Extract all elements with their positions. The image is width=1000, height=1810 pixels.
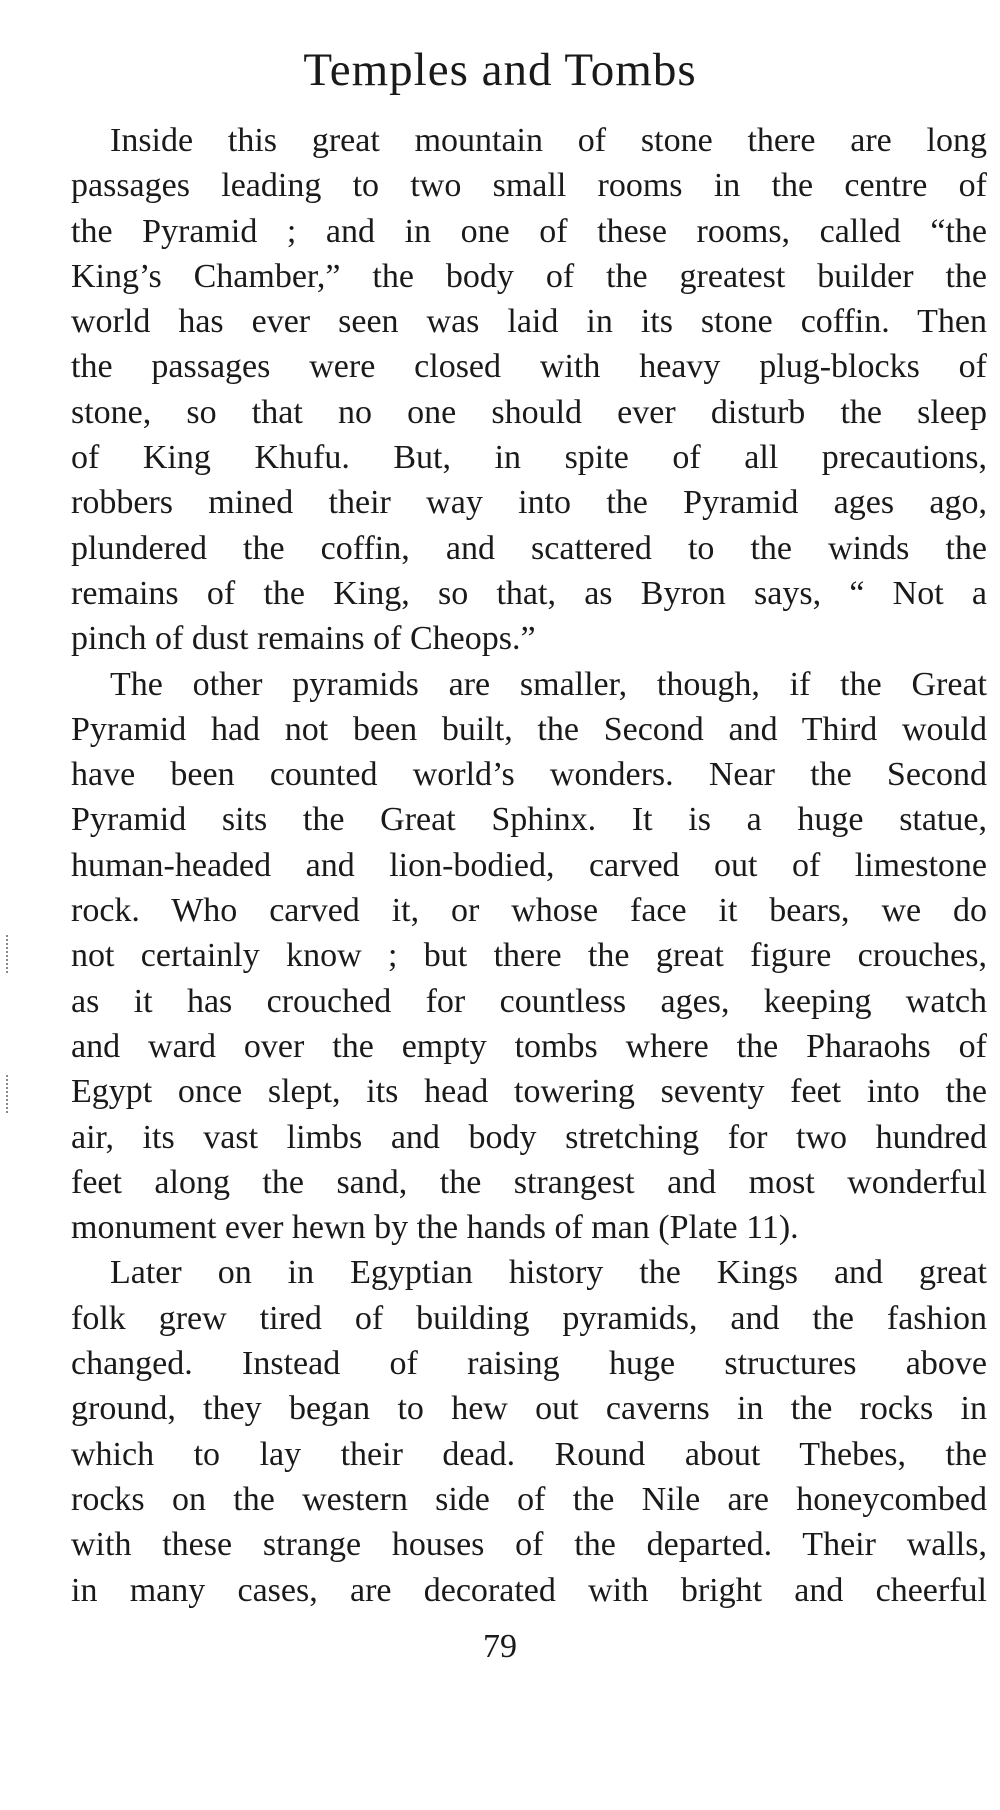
text-line: remains of the King, so that, as Byron says, “ Not a <box>71 574 987 612</box>
text-line: pinch of dust remains of Cheops.” <box>71 620 536 658</box>
text-line: changed. Instead of raising huge structures above <box>71 1345 987 1383</box>
text-line: Pyramid sits the Great Sphinx. It is a huge statue, <box>71 801 987 839</box>
text-line: Later on in Egyptian history the Kings and great <box>110 1254 987 1292</box>
text-line: ground, they began to hew out caverns in the rocks in <box>71 1390 987 1428</box>
text-line: King’s Chamber,” the body of the greatest builder the <box>71 257 987 295</box>
text-line: of King Khufu. But, in spite of all precautions, <box>71 439 987 477</box>
text-line: world has ever seen was laid in its stone coffin. Then <box>71 303 987 341</box>
text-line: monument ever hewn by the hands of man (Plate 11). <box>71 1209 799 1247</box>
text-line: robbers mined their way into the Pyramid ages ago, <box>71 484 987 522</box>
text-line: Egypt once slept, its head towering seventy feet into the <box>71 1073 987 1111</box>
text-line: folk grew tired of building pyramids, and the fashion <box>71 1299 987 1337</box>
text-line: in many cases, are decorated with bright and cheerful <box>71 1571 987 1609</box>
text-line: and ward over the empty tombs where the Pharaohs of <box>71 1027 987 1065</box>
text-line: plundered the coffin, and scattered to the winds the <box>71 529 987 567</box>
text-line: rocks on the western side of the Nile are honeycombed <box>71 1480 987 1518</box>
margin-mark <box>6 1075 12 1113</box>
text-line: Inside this great mountain of stone there are long <box>110 122 987 159</box>
text-line: stone, so that no one should ever disturb the sleep <box>71 393 987 431</box>
text-line: as it has crouched for countless ages, keeping watch <box>71 982 987 1020</box>
text-line: which to lay their dead. Round about Thebes, the <box>71 1435 987 1473</box>
text-line: feet along the sand, the strangest and most wonderful <box>71 1163 987 1201</box>
text-line: The other pyramids are smaller, though, if the Great <box>110 665 987 703</box>
text-line: the passages were closed with heavy plug-blocks of <box>71 348 987 386</box>
text-line: with these strange houses of the departed. Their walls, <box>71 1526 987 1564</box>
text-line: not certainly know ; but there the great figure crouches, <box>71 937 987 975</box>
text-line: Pyramid had not been built, the Second and Third would <box>71 710 987 748</box>
body-text <box>71 118 987 1613</box>
page-number: 79 <box>483 1628 517 1665</box>
running-head: Temples and Tombs <box>303 44 697 96</box>
text-line: human-headed and lion-bodied, carved out of limestone <box>71 846 987 884</box>
margin-mark <box>6 935 12 973</box>
text-line: the Pyramid ; and in one of these rooms, called “the <box>71 212 987 250</box>
text-line: have been counted world’s wonders. Near the Second <box>71 756 987 794</box>
text-line: air, its vast limbs and body stretching for two hundred <box>71 1118 987 1156</box>
text-line: passages leading to two small rooms in the centre of <box>71 167 987 205</box>
text-line: rock. Who carved it, or whose face it bears, we do <box>71 892 987 930</box>
